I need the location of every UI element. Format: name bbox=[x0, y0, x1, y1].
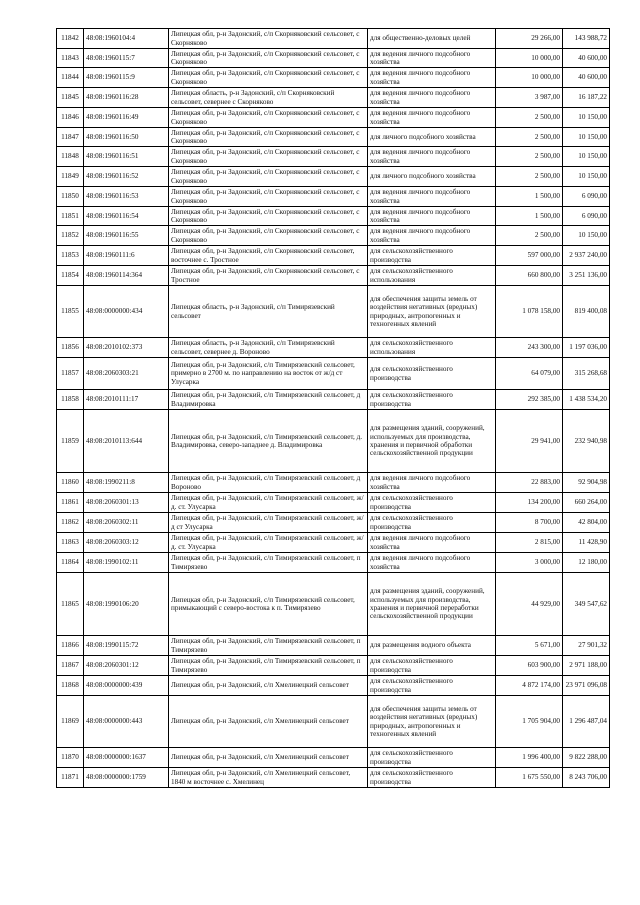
address-cell: Липецкая обл, р-н Задонский, с/п Тимирязевский сельсовет, д. Владимировка, северо-западнее д. Владимировка bbox=[169, 410, 368, 473]
permitted-use-cell: для ведения личного подсобного хозяйства bbox=[368, 553, 496, 573]
area-cell: 1 078 158,00 bbox=[496, 286, 563, 338]
area-cell: 10 000,00 bbox=[496, 68, 563, 88]
row-number-cell: 11870 bbox=[57, 748, 84, 768]
permitted-use-cell: для обеспечения защиты земель от воздействия негативных (вредных) природных, антропогенных и техногенных явлений bbox=[368, 696, 496, 748]
permitted-use-cell: для сельскохозяйственного производства bbox=[368, 748, 496, 768]
table-row bbox=[57, 128, 610, 147]
permitted-use-cell: для ведения личного подсобного хозяйства bbox=[368, 88, 496, 108]
table-row bbox=[57, 410, 610, 473]
row-number-cell: 11861 bbox=[57, 493, 84, 513]
cadastral-number-cell: 48:08:0000000:434 bbox=[84, 286, 169, 338]
cadastral-number-cell: 48:08:1960115:7 bbox=[84, 49, 169, 68]
table-row bbox=[57, 147, 610, 167]
area-cell: 3 000,00 bbox=[496, 553, 563, 573]
cadastral-number-cell: 48:08:2060302:11 bbox=[84, 513, 169, 533]
row-number-cell: 11863 bbox=[57, 533, 84, 553]
table-row bbox=[57, 636, 610, 656]
table-row bbox=[57, 246, 610, 266]
area-cell: 3 987,00 bbox=[496, 88, 563, 108]
cadastral-number-cell: 48:08:1990115:72 bbox=[84, 636, 169, 656]
cadastral-number-cell: 48:08:2060303:21 bbox=[84, 358, 169, 390]
permitted-use-cell: для сельскохозяйственного производства bbox=[368, 390, 496, 410]
permitted-use-cell: для ведения личного подсобного хозяйства bbox=[368, 147, 496, 167]
table-row bbox=[57, 338, 610, 358]
table-row bbox=[57, 553, 610, 573]
address-cell: Липецкая обл, р-н Задонский, с/п Скорняковский сельсовет, с Скорняково bbox=[169, 226, 368, 246]
table-row bbox=[57, 29, 610, 49]
area-cell: 1 705 904,00 bbox=[496, 696, 563, 748]
cadastral-value-cell: 315 268,68 bbox=[563, 358, 610, 390]
permitted-use-cell: для сельскохозяйственного использования bbox=[368, 266, 496, 286]
area-cell: 1 675 550,00 bbox=[496, 768, 563, 788]
permitted-use-cell: для размещения зданий, сооружений, используемых для производства, хранения и первичной переработки сельскохозяйственной продукции bbox=[368, 573, 496, 636]
area-cell: 1 500,00 bbox=[496, 187, 563, 207]
cadastral-number-cell: 48:08:2060301:13 bbox=[84, 493, 169, 513]
cadastral-value-cell: 6 090,00 bbox=[563, 187, 610, 207]
table-row bbox=[57, 49, 610, 68]
area-cell: 29 941,00 bbox=[496, 410, 563, 473]
cadastral-value-cell: 2 971 188,00 bbox=[563, 656, 610, 676]
address-cell: Липецкая обл, р-н Задонский, с/п Тимирязевский сельсовет, п Тимирязево bbox=[169, 553, 368, 573]
cadastral-value-cell: 10 150,00 bbox=[563, 226, 610, 246]
address-cell: Липецкая обл, р-н Задонский, с/п Скорняковский сельсовет, с Тростное bbox=[169, 266, 368, 286]
row-number-cell: 11869 bbox=[57, 696, 84, 748]
cadastral-value-cell: 1 296 487,04 bbox=[563, 696, 610, 748]
cadastral-number-cell: 48:08:2010113:644 bbox=[84, 410, 169, 473]
table-row bbox=[57, 108, 610, 128]
address-cell: Липецкая обл, р-н Задонский, с/п Тимирязевский сельсовет, д Владимировка bbox=[169, 390, 368, 410]
cadastral-value-cell: 40 600,00 bbox=[563, 49, 610, 68]
address-cell: Липецкая обл, р-н Задонский, с/п Хмелинецкий сельсовет, 1840 м восточнее с. Хмелинец bbox=[169, 768, 368, 788]
table-row bbox=[57, 266, 610, 286]
address-cell: Липецкая обл, р-н Задонский, с/п Скорняковский сельсовет, с Скорняково bbox=[169, 29, 368, 49]
permitted-use-cell: для размещения водного объекта bbox=[368, 636, 496, 656]
cadastral-number-cell: 48:08:2010111:17 bbox=[84, 390, 169, 410]
cadastral-number-cell: 48:08:1960114:364 bbox=[84, 266, 169, 286]
area-cell: 10 000,00 bbox=[496, 49, 563, 68]
cadastral-number-cell: 48:08:0000000:1759 bbox=[84, 768, 169, 788]
cadastral-number-cell: 48:08:1960116:51 bbox=[84, 147, 169, 167]
cadastral-number-cell: 48:08:1990102:11 bbox=[84, 553, 169, 573]
table-row bbox=[57, 68, 610, 88]
land-registry-table bbox=[56, 28, 610, 788]
row-number-cell: 11848 bbox=[57, 147, 84, 167]
area-cell: 64 079,00 bbox=[496, 358, 563, 390]
cadastral-value-cell: 10 150,00 bbox=[563, 167, 610, 187]
cadastral-number-cell: 48:08:0000000:439 bbox=[84, 676, 169, 696]
address-cell: Липецкая обл, р-н Задонский, с/п Скорняковский сельсовет, с Скорняково bbox=[169, 108, 368, 128]
cadastral-value-cell: 27 901,32 bbox=[563, 636, 610, 656]
permitted-use-cell: для ведения личного подсобного хозяйства bbox=[368, 187, 496, 207]
row-number-cell: 11854 bbox=[57, 266, 84, 286]
table-row bbox=[57, 88, 610, 108]
permitted-use-cell: для обеспечения защиты земель от воздействия негативных (вредных) природных, антропогенных и техногенных явлений bbox=[368, 286, 496, 338]
row-number-cell: 11851 bbox=[57, 207, 84, 226]
row-number-cell: 11867 bbox=[57, 656, 84, 676]
area-cell: 2 500,00 bbox=[496, 226, 563, 246]
row-number-cell: 11844 bbox=[57, 68, 84, 88]
permitted-use-cell: для личного подсобного хозяйства bbox=[368, 128, 496, 147]
table-row bbox=[57, 226, 610, 246]
row-number-cell: 11855 bbox=[57, 286, 84, 338]
area-cell: 5 671,00 bbox=[496, 636, 563, 656]
cadastral-value-cell: 6 090,00 bbox=[563, 207, 610, 226]
cadastral-value-cell: 92 904,98 bbox=[563, 473, 610, 493]
area-cell: 2 500,00 bbox=[496, 147, 563, 167]
row-number-cell: 11845 bbox=[57, 88, 84, 108]
cadastral-value-cell: 232 940,98 bbox=[563, 410, 610, 473]
cadastral-number-cell: 48:08:1960116:50 bbox=[84, 128, 169, 147]
area-cell: 2 815,00 bbox=[496, 533, 563, 553]
permitted-use-cell: для ведения личного подсобного хозяйства bbox=[368, 226, 496, 246]
address-cell: Липецкая обл, р-н Задонский, с/п Скорняковский сельсовет, с Скорняково bbox=[169, 207, 368, 226]
cadastral-value-cell: 10 150,00 bbox=[563, 108, 610, 128]
address-cell: Липецкая обл, р-н Задонский, с/п Хмелинецкий сельсовет bbox=[169, 676, 368, 696]
row-number-cell: 11847 bbox=[57, 128, 84, 147]
address-cell: Липецкая область, р-н Задонский, с/п Тимирязевский сельсовет, севернее д. Вороново bbox=[169, 338, 368, 358]
table-row bbox=[57, 533, 610, 553]
address-cell: Липецкая обл, р-н Задонский, с/п Тимирязевский сельсовет, примерно в 2700 м. по направлению на восток от ж/д ст Улусарка bbox=[169, 358, 368, 390]
row-number-cell: 11850 bbox=[57, 187, 84, 207]
area-cell: 22 883,00 bbox=[496, 473, 563, 493]
area-cell: 2 500,00 bbox=[496, 108, 563, 128]
row-number-cell: 11866 bbox=[57, 636, 84, 656]
area-cell: 134 200,00 bbox=[496, 493, 563, 513]
permitted-use-cell: для сельскохозяйственного производства bbox=[368, 656, 496, 676]
cadastral-number-cell: 48:08:1960115:9 bbox=[84, 68, 169, 88]
cadastral-number-cell: 48:08:1960116:54 bbox=[84, 207, 169, 226]
area-cell: 243 300,00 bbox=[496, 338, 563, 358]
table-row bbox=[57, 286, 610, 338]
cadastral-number-cell: 48:08:1960116:53 bbox=[84, 187, 169, 207]
table-row bbox=[57, 187, 610, 207]
row-number-cell: 11842 bbox=[57, 29, 84, 49]
cadastral-value-cell: 8 243 706,00 bbox=[563, 768, 610, 788]
address-cell: Липецкая обл, р-н Задонский, с/п Скорняковский сельсовет, с Скорняково bbox=[169, 167, 368, 187]
table-body bbox=[57, 29, 610, 788]
cadastral-value-cell: 10 150,00 bbox=[563, 147, 610, 167]
cadastral-number-cell: 48:08:1990106:20 bbox=[84, 573, 169, 636]
table-row bbox=[57, 167, 610, 187]
address-cell: Липецкая обл, р-н Задонский, с/п Хмелинецкий сельсовет bbox=[169, 696, 368, 748]
address-cell: Липецкая обл, р-н Задонский, с/п Скорняковский сельсовет, с Скорняково bbox=[169, 68, 368, 88]
permitted-use-cell: для ведения личного подсобного хозяйства bbox=[368, 68, 496, 88]
row-number-cell: 11849 bbox=[57, 167, 84, 187]
row-number-cell: 11864 bbox=[57, 553, 84, 573]
cadastral-value-cell: 40 600,00 bbox=[563, 68, 610, 88]
address-cell: Липецкая область, р-н Задонский, с/п Тимирязевский сельсовет bbox=[169, 286, 368, 338]
cadastral-number-cell: 48:08:0000000:443 bbox=[84, 696, 169, 748]
address-cell: Липецкая обл, р-н Задонский, с/п Тимирязевский сельсовет, д Вороново bbox=[169, 473, 368, 493]
row-number-cell: 11868 bbox=[57, 676, 84, 696]
cadastral-number-cell: 48:08:2060301:12 bbox=[84, 656, 169, 676]
address-cell: Липецкая обл, р-н Задонский, с/п Тимирязевский сельсовет, ж/д. ст. Улусарка bbox=[169, 533, 368, 553]
cadastral-value-cell: 2 937 240,00 bbox=[563, 246, 610, 266]
table-row bbox=[57, 696, 610, 748]
permitted-use-cell: для сельскохозяйственного производства bbox=[368, 358, 496, 390]
table-row bbox=[57, 676, 610, 696]
table-row bbox=[57, 748, 610, 768]
address-cell: Липецкая обл, р-н Задонский, с/п Тимирязевский сельсовет, ж/д ст Улусарка bbox=[169, 513, 368, 533]
permitted-use-cell: для ведения личного подсобного хозяйства bbox=[368, 473, 496, 493]
row-number-cell: 11858 bbox=[57, 390, 84, 410]
table-row bbox=[57, 358, 610, 390]
table-row bbox=[57, 768, 610, 788]
table-row bbox=[57, 207, 610, 226]
permitted-use-cell: для сельскохозяйственного производства bbox=[368, 493, 496, 513]
area-cell: 1 996 400,00 bbox=[496, 748, 563, 768]
cadastral-value-cell: 16 187,22 bbox=[563, 88, 610, 108]
table-row bbox=[57, 573, 610, 636]
area-cell: 660 800,00 bbox=[496, 266, 563, 286]
permitted-use-cell: для общественно-деловых целей bbox=[368, 29, 496, 49]
address-cell: Липецкая обл, р-н Задонский, с/п Скорняковский сельсовет, с Скорняково bbox=[169, 128, 368, 147]
area-cell: 292 385,00 bbox=[496, 390, 563, 410]
address-cell: Липецкая обл, р-н Задонский, с/п Скорняковский сельсовет, с Скорняково bbox=[169, 49, 368, 68]
area-cell: 29 266,00 bbox=[496, 29, 563, 49]
cadastral-value-cell: 1 197 036,00 bbox=[563, 338, 610, 358]
table-row bbox=[57, 473, 610, 493]
address-cell: Липецкая обл, р-н Задонский, с/п Тимирязевский сельсовет, примыкающий с северо-востока к п. Тимирязево bbox=[169, 573, 368, 636]
cadastral-value-cell: 11 428,90 bbox=[563, 533, 610, 553]
cadastral-value-cell: 3 251 136,00 bbox=[563, 266, 610, 286]
area-cell: 8 700,00 bbox=[496, 513, 563, 533]
row-number-cell: 11852 bbox=[57, 226, 84, 246]
address-cell: Липецкая обл, р-н Задонский, с/п Тимирязевский сельсовет, ж/д. ст. Улусарка bbox=[169, 493, 368, 513]
permitted-use-cell: для ведения личного подсобного хозяйства bbox=[368, 207, 496, 226]
permitted-use-cell: для размещения зданий, сооружений, используемых для производства, хранения и первичной обработки сельскохозяйственной продукции bbox=[368, 410, 496, 473]
row-number-cell: 11857 bbox=[57, 358, 84, 390]
area-cell: 1 500,00 bbox=[496, 207, 563, 226]
row-number-cell: 11856 bbox=[57, 338, 84, 358]
permitted-use-cell: для сельскохозяйственного производства bbox=[368, 676, 496, 696]
table-row bbox=[57, 513, 610, 533]
row-number-cell: 11860 bbox=[57, 473, 84, 493]
cadastral-number-cell: 48:08:0000000:1637 bbox=[84, 748, 169, 768]
cadastral-number-cell: 48:08:2010102:373 bbox=[84, 338, 169, 358]
row-number-cell: 11859 bbox=[57, 410, 84, 473]
area-cell: 44 929,00 bbox=[496, 573, 563, 636]
cadastral-number-cell: 48:08:1960116:49 bbox=[84, 108, 169, 128]
cadastral-value-cell: 349 547,62 bbox=[563, 573, 610, 636]
area-cell: 597 000,00 bbox=[496, 246, 563, 266]
cadastral-value-cell: 9 822 288,00 bbox=[563, 748, 610, 768]
table-row bbox=[57, 656, 610, 676]
permitted-use-cell: для ведения личного подсобного хозяйства bbox=[368, 533, 496, 553]
address-cell: Липецкая обл, р-н Задонский, с/п Скорняковский сельсовет, с Скорняково bbox=[169, 187, 368, 207]
area-cell: 4 872 174,00 bbox=[496, 676, 563, 696]
permitted-use-cell: для сельскохозяйственного использования bbox=[368, 338, 496, 358]
row-number-cell: 11865 bbox=[57, 573, 84, 636]
address-cell: Липецкая обл, р-н Задонский, с/п Скорняковский сельсовет, восточнее с. Тростное bbox=[169, 246, 368, 266]
cadastral-value-cell: 1 438 534,20 bbox=[563, 390, 610, 410]
cadastral-value-cell: 12 180,00 bbox=[563, 553, 610, 573]
area-cell: 603 900,00 bbox=[496, 656, 563, 676]
cadastral-number-cell: 48:08:1960116:55 bbox=[84, 226, 169, 246]
permitted-use-cell: для сельскохозяйственного производства bbox=[368, 513, 496, 533]
address-cell: Липецкая обл, р-н Задонский, с/п Хмелинецкий сельсовет bbox=[169, 748, 368, 768]
cadastral-value-cell: 660 264,00 bbox=[563, 493, 610, 513]
table-row bbox=[57, 493, 610, 513]
row-number-cell: 11846 bbox=[57, 108, 84, 128]
permitted-use-cell: для сельскохозяйственного производства bbox=[368, 768, 496, 788]
address-cell: Липецкая обл, р-н Задонский, с/п Тимирязевский сельсовет, п Тимирязево bbox=[169, 656, 368, 676]
row-number-cell: 11843 bbox=[57, 49, 84, 68]
row-number-cell: 11853 bbox=[57, 246, 84, 266]
cadastral-number-cell: 48:08:1960111:6 bbox=[84, 246, 169, 266]
area-cell: 2 500,00 bbox=[496, 128, 563, 147]
cadastral-number-cell: 48:08:1960116:52 bbox=[84, 167, 169, 187]
permitted-use-cell: для ведения личного подсобного хозяйства bbox=[368, 108, 496, 128]
cadastral-value-cell: 10 150,00 bbox=[563, 128, 610, 147]
cadastral-value-cell: 23 971 096,08 bbox=[563, 676, 610, 696]
cadastral-value-cell: 819 400,08 bbox=[563, 286, 610, 338]
address-cell: Липецкая обл, р-н Задонский, с/п Тимирязевский сельсовет, п Тимирязево bbox=[169, 636, 368, 656]
row-number-cell: 11862 bbox=[57, 513, 84, 533]
table-row bbox=[57, 390, 610, 410]
address-cell: Липецкая обл, р-н Задонский, с/п Скорняковский сельсовет, с Скорняково bbox=[169, 147, 368, 167]
cadastral-number-cell: 48:08:1960104:4 bbox=[84, 29, 169, 49]
row-number-cell: 11871 bbox=[57, 768, 84, 788]
cadastral-value-cell: 143 988,72 bbox=[563, 29, 610, 49]
cadastral-number-cell: 48:08:1960116:28 bbox=[84, 88, 169, 108]
address-cell: Липецкая область, р-н Задонский, с/п Скорняковский сельсовет, севернее с Скорняково bbox=[169, 88, 368, 108]
cadastral-number-cell: 48:08:2060303:12 bbox=[84, 533, 169, 553]
permitted-use-cell: для сельскохозяйственного производства bbox=[368, 246, 496, 266]
permitted-use-cell: для личного подсобного хозяйства bbox=[368, 167, 496, 187]
permitted-use-cell: для ведения личного подсобного хозяйства bbox=[368, 49, 496, 68]
cadastral-number-cell: 48:08:1990211:8 bbox=[84, 473, 169, 493]
area-cell: 2 500,00 bbox=[496, 167, 563, 187]
cadastral-value-cell: 42 804,00 bbox=[563, 513, 610, 533]
